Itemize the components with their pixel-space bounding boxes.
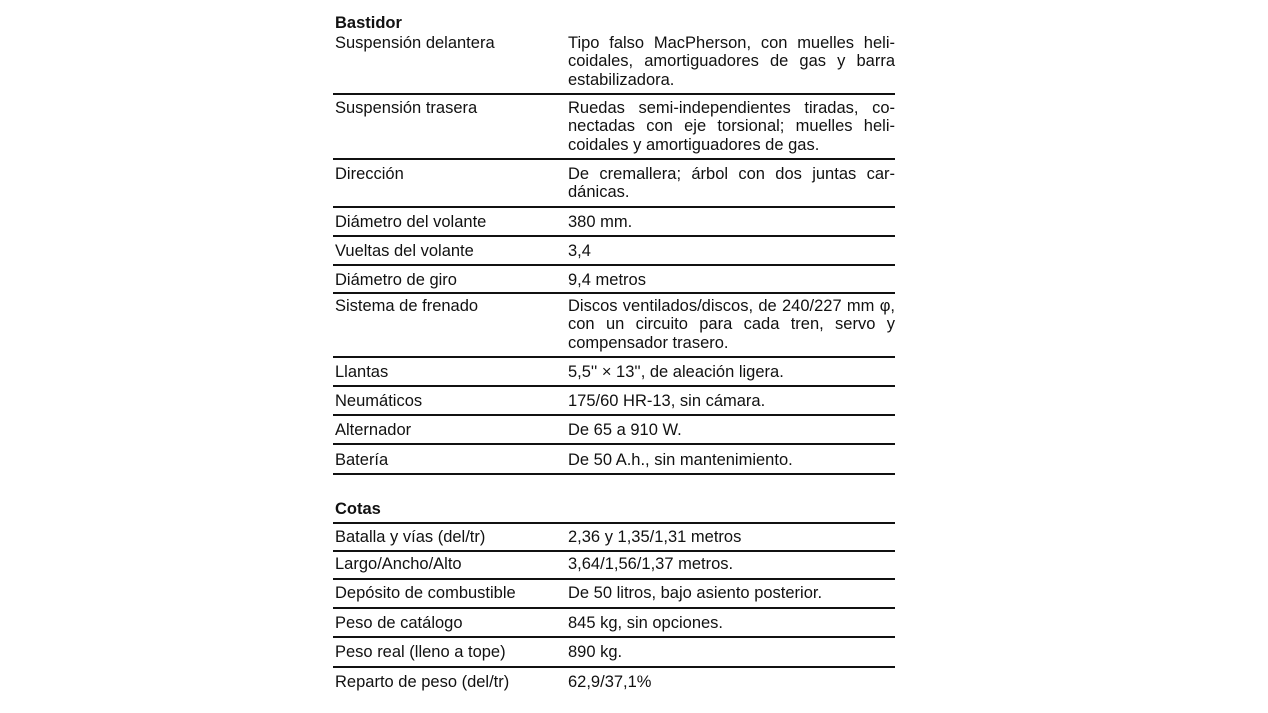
- spec-value: Ruedas semi-independientes tiradas, conectadas con eje torsional; muelles helicoidales y amortiguadores de gas.: [568, 99, 895, 154]
- spec-label: Diámetro de giro: [335, 271, 457, 289]
- row-divider: [333, 385, 895, 387]
- spec-value: De 50 litros, bajo asiento posterior.: [568, 584, 823, 602]
- row-divider: [333, 473, 895, 475]
- spec-label: Alternador: [335, 421, 412, 439]
- row-divider: [333, 206, 895, 208]
- spec-value: De cremallera; árbol con dos juntas cardánicas.: [568, 165, 895, 202]
- spec-label: Largo/Ancho/Alto: [335, 555, 462, 573]
- spec-label: Batalla y vías (del/tr): [335, 528, 486, 546]
- row-divider: [333, 264, 895, 266]
- spec-value: 890 kg.: [568, 643, 623, 661]
- row-divider: [333, 636, 895, 638]
- spec-value: 2,36 y 1,35/1,31 metros: [568, 528, 742, 546]
- spec-value: 3,4: [568, 242, 591, 260]
- spec-value: 62,9/37,1%: [568, 673, 652, 691]
- spec-value: Discos ventilados/discos, de 240/227 mm φ, con un circuito para cada tren, servo y compensador trasero.: [568, 297, 895, 352]
- spec-value: De 65 a 910 W.: [568, 421, 682, 439]
- section-heading-bastidor: Bastidor: [335, 14, 402, 32]
- row-divider: [333, 158, 895, 160]
- spec-value: 175/60 HR-13, sin cámara.: [568, 392, 766, 410]
- spec-value: 845 kg, sin opciones.: [568, 614, 724, 632]
- spec-label: Dirección: [335, 165, 404, 183]
- section-heading-cotas: Cotas: [335, 500, 381, 518]
- spec-value: 9,4 metros: [568, 271, 646, 289]
- spec-label: Depósito de combustible: [335, 584, 516, 602]
- spec-label: Batería: [335, 451, 389, 469]
- spec-label: Neumáticos: [335, 392, 423, 410]
- row-divider: [333, 443, 895, 445]
- spec-label: Peso de catálogo: [335, 614, 463, 632]
- spec-label: Suspensión trasera: [335, 99, 478, 117]
- row-divider: [333, 93, 895, 95]
- spec-label: Suspensión delantera: [335, 34, 495, 52]
- row-divider: [333, 292, 895, 294]
- row-divider: [333, 356, 895, 358]
- spec-value: De 50 A.h., sin mantenimiento.: [568, 451, 793, 469]
- row-divider: [333, 607, 895, 609]
- spec-label: Vueltas del volante: [335, 242, 474, 260]
- row-divider: [333, 666, 895, 668]
- spec-label: Reparto de peso (del/tr): [335, 673, 510, 691]
- spec-label: Diámetro del volante: [335, 213, 487, 231]
- spec-label: Peso real (lleno a tope): [335, 643, 506, 661]
- row-divider: [333, 235, 895, 237]
- spec-label: Sistema de frenado: [335, 297, 479, 315]
- spec-label: Llantas: [335, 363, 389, 381]
- spec-value: 3,64/1,56/1,37 metros.: [568, 555, 734, 573]
- row-divider: [333, 414, 895, 416]
- row-divider: [333, 550, 895, 552]
- spec-value: Tipo falso MacPherson, con muelles helicoidales, amortiguadores de gas y barra estabilizadora.: [568, 34, 895, 89]
- row-divider: [333, 522, 895, 524]
- spec-value: 5,5'' × 13'', de aleación ligera.: [568, 363, 784, 381]
- row-divider: [333, 578, 895, 580]
- spec-value: 380 mm.: [568, 213, 633, 231]
